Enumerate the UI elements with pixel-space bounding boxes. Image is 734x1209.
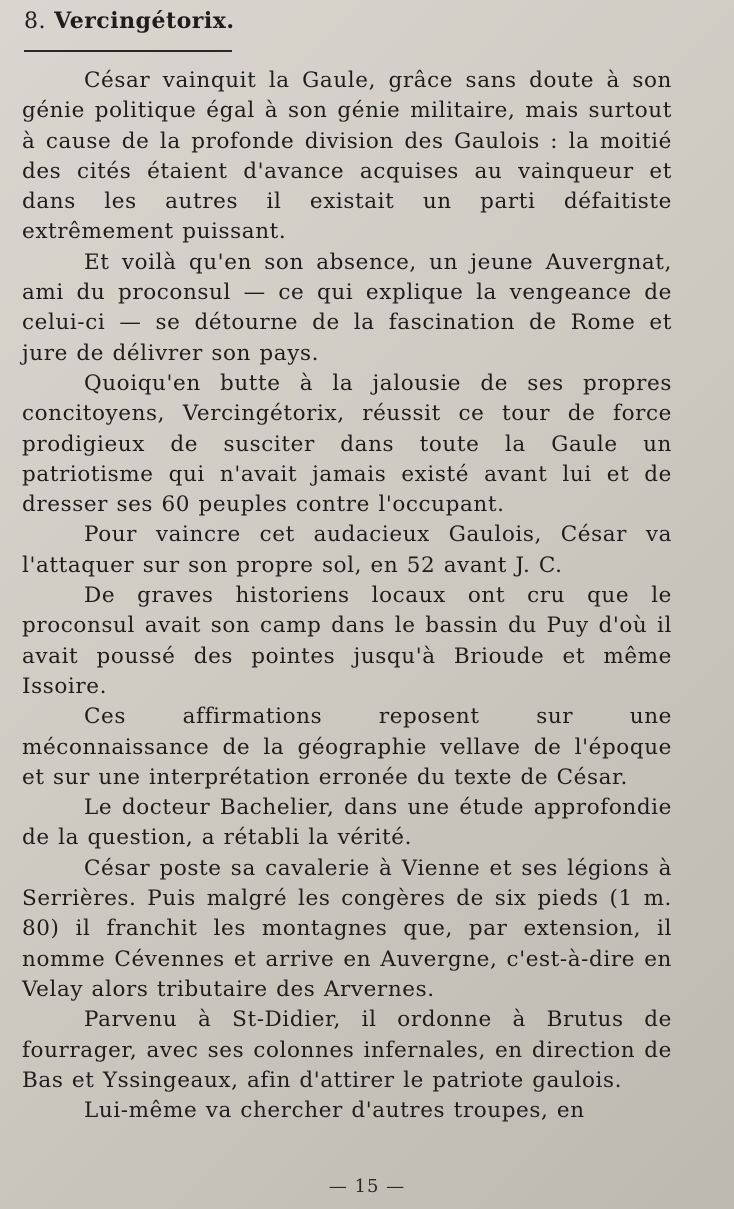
chapter-number: 8.: [24, 9, 46, 34]
paragraph: Et voilà qu'en son absence, un jeune Auvergnat, ami du proconsul — ce qui explique la vengeance de celui-ci — se détourne de la fascination de Rome et jure de délivrer son pays.: [22, 249, 672, 366]
paragraph: Le docteur Bachelier, dans une étude approfondie de la question, a rétabli la vérité.: [22, 795, 672, 851]
paragraph: César poste sa cavalerie à Vienne et ses légions à Serrières. Puis malgré les congères de six pieds (1 m. 80) il franchit les montagnes que, par extension, il nomme Cévennes et arrive en Auvergne, c'est-à-dire en Velay alors tributaire des Arvernes.: [22, 855, 672, 1002]
heading-underline: [24, 50, 232, 52]
paragraph: César vainquit la Gaule, grâce sans doute à son génie politique égal à son génie militaire, mais surtout à cause de la profonde division des Gaulois : la moitié des cités étaient d'avance acquises au vainqueur et dans les autres il existait un parti défaitiste extrêmement puissant.: [22, 68, 672, 245]
paragraph: Ces affirmations reposent sur une méconnaissance de la géographie vellave de l'époque et sur une interprétation erronée du texte de César.: [22, 704, 672, 790]
page-number: — 15 —: [328, 1176, 406, 1197]
chapter-heading: [24, 8, 235, 34]
paragraph: De graves historiens locaux ont cru que le proconsul avait son camp dans le bassin du Puy d'où il avait poussé des pointes jusqu'à Brioude et même Issoire.: [22, 583, 672, 699]
chapter-title: Vercingétorix.: [54, 8, 235, 34]
paragraph: Lui-même va chercher d'autres troupes, en: [84, 1098, 585, 1124]
paragraph: Pour vaincre cet audacieux Gaulois, César va l'attaquer sur son propre sol, en 52 avant J. C.: [22, 522, 672, 578]
paragraph: Quoiqu'en butte à la jalousie de ses propres concitoyens, Vercingétorix, réussit ce tour de force prodigieux de susciter dans toute la Gaule un patriotisme qui n'avait jamais existé avant lui et de dresser ses 60 peuples contre l'occupant.: [22, 370, 672, 518]
paragraph: Parvenu à St-Didier, il ordonne à Brutus de fourrager, avec ses colonnes infernales, en direction de Bas et Yssingeaux, afin d'attirer le patriote gaulois.: [22, 1007, 672, 1093]
body-text: [22, 66, 672, 1126]
